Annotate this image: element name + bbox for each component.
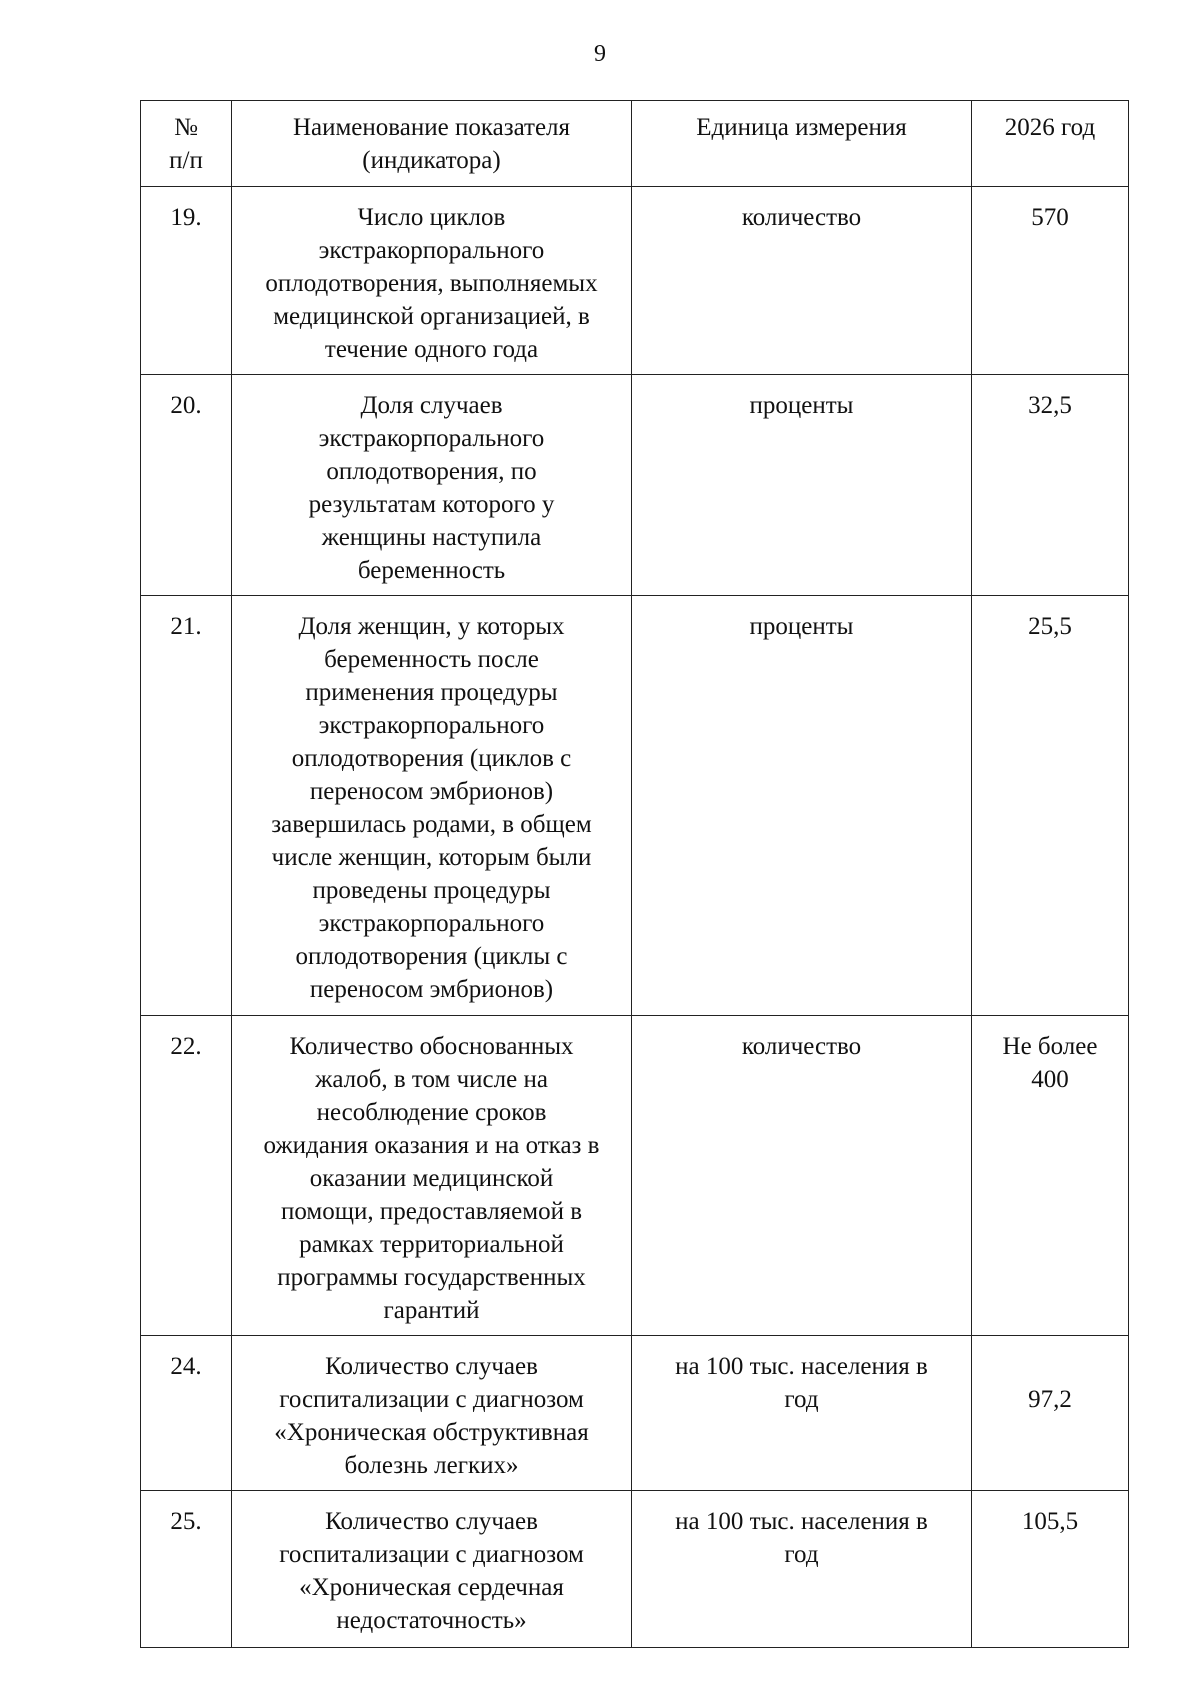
text-line: 21. bbox=[170, 613, 202, 640]
text-line: экстракорпорального bbox=[318, 910, 545, 937]
text-line: оплодотворения, по bbox=[326, 458, 537, 485]
text-line: Число циклов bbox=[357, 204, 506, 231]
table-header-row bbox=[141, 101, 1129, 187]
text-line: медицинской организацией, в bbox=[273, 303, 590, 330]
text-line: Количество случаев bbox=[325, 1353, 538, 1380]
text-line: болезнь легких» bbox=[344, 1452, 519, 1479]
unit-of-measure bbox=[632, 375, 972, 596]
text-line: 19. bbox=[170, 204, 202, 231]
text-line: Доля случаев bbox=[360, 392, 503, 419]
row-number bbox=[141, 187, 232, 375]
text-line: оказании медицинской bbox=[309, 1165, 554, 1192]
unit-of-measure bbox=[632, 1336, 972, 1491]
text-line: «Хроническая сердечная bbox=[299, 1574, 564, 1601]
text-line: программы государственных bbox=[277, 1264, 586, 1291]
text-line: Единица измерения bbox=[696, 114, 907, 141]
unit-of-measure bbox=[632, 187, 972, 375]
text-line: 25. bbox=[170, 1508, 202, 1535]
text-line: количество bbox=[741, 204, 862, 231]
text-line: течение одного года bbox=[324, 336, 539, 363]
table-row bbox=[141, 375, 1129, 596]
row-number bbox=[141, 1016, 232, 1336]
text-line: оплодотворения (циклов с bbox=[291, 745, 572, 772]
text-line: госпитализации с диагнозом bbox=[279, 1541, 584, 1568]
text-line: помощи, предоставляемой в bbox=[280, 1198, 583, 1225]
text-line: количество bbox=[741, 1033, 862, 1060]
text-line: госпитализации с диагнозом bbox=[279, 1386, 584, 1413]
indicator-name bbox=[232, 1491, 632, 1648]
text-line: год bbox=[784, 1541, 819, 1568]
text-line: экстракорпорального bbox=[318, 425, 545, 452]
text-line: беременность bbox=[357, 557, 506, 584]
text-line: 20. bbox=[170, 392, 202, 419]
text-line: рамках территориальной bbox=[299, 1231, 564, 1258]
text-line: Количество обоснованных bbox=[289, 1033, 574, 1060]
text-line: 400 bbox=[1031, 1066, 1069, 1093]
text-line: гарантий bbox=[383, 1297, 480, 1324]
text-line: переносом эмбрионов) bbox=[309, 778, 554, 805]
text-line: проценты bbox=[749, 613, 854, 640]
text-line: на 100 тыс. населения в bbox=[675, 1353, 928, 1380]
unit-of-measure bbox=[632, 1016, 972, 1336]
text-line: 22. bbox=[170, 1033, 202, 1060]
text-line: 32,5 bbox=[1028, 392, 1072, 419]
text-line: 97,2 bbox=[1028, 1386, 1072, 1413]
text-line: 24. bbox=[170, 1353, 202, 1380]
target-value bbox=[972, 1491, 1129, 1648]
text-line: № bbox=[174, 114, 198, 141]
target-value bbox=[972, 187, 1129, 375]
target-value bbox=[972, 375, 1129, 596]
text-line: числе женщин, которым были bbox=[271, 844, 592, 871]
indicators-table bbox=[140, 100, 1129, 1648]
page-number: 9 bbox=[594, 41, 606, 67]
row-number bbox=[141, 375, 232, 596]
text-line: беременность после bbox=[324, 646, 539, 673]
header-year bbox=[972, 101, 1129, 187]
text-line: жалоб, в том числе на bbox=[315, 1066, 548, 1093]
indicator-name bbox=[232, 187, 632, 375]
text-line: 570 bbox=[1031, 204, 1069, 231]
unit-of-measure bbox=[632, 1491, 972, 1648]
target-value bbox=[972, 1336, 1129, 1491]
text-line: экстракорпорального bbox=[318, 712, 545, 739]
target-value bbox=[972, 596, 1129, 1016]
row-number bbox=[141, 1491, 232, 1648]
text-line: на 100 тыс. населения в bbox=[675, 1508, 928, 1535]
indicator-name bbox=[232, 596, 632, 1016]
text-line: применения процедуры bbox=[305, 679, 558, 706]
table-row bbox=[141, 1491, 1129, 1648]
text-line: 2026 год bbox=[1004, 114, 1096, 141]
text-line: (индикатора) bbox=[362, 147, 501, 174]
text-line: 25,5 bbox=[1028, 613, 1072, 640]
text-line: завершилась родами, в общем bbox=[271, 811, 592, 838]
text-line: экстракорпорального bbox=[318, 237, 545, 264]
text-line: женщины наступила bbox=[321, 524, 542, 551]
indicator-name bbox=[232, 1336, 632, 1491]
text-line: ожидания оказания и на отказ в bbox=[263, 1132, 600, 1159]
unit-of-measure bbox=[632, 596, 972, 1016]
text-line: несоблюдение сроков bbox=[316, 1099, 547, 1126]
text-line: результатам которого у bbox=[308, 491, 555, 518]
text-line: проведены процедуры bbox=[312, 877, 551, 904]
table-row bbox=[141, 1016, 1129, 1336]
text-line: год bbox=[784, 1386, 819, 1413]
text-line: «Хроническая обструктивная bbox=[274, 1419, 589, 1446]
text-line: 105,5 bbox=[1021, 1508, 1079, 1535]
text-line: Не более bbox=[1002, 1033, 1098, 1060]
table-row bbox=[141, 1336, 1129, 1491]
table-row bbox=[141, 187, 1129, 375]
text-line: п/п bbox=[169, 147, 203, 174]
indicator-name bbox=[232, 1016, 632, 1336]
text-line: Наименование показателя bbox=[292, 114, 571, 141]
target-value bbox=[972, 1016, 1129, 1336]
header-name bbox=[232, 101, 632, 187]
text-line: Доля женщин, у которых bbox=[298, 613, 565, 640]
text-line: переносом эмбрионов) bbox=[309, 976, 554, 1003]
row-number bbox=[141, 1336, 232, 1491]
text-line: недостаточность» bbox=[336, 1607, 527, 1634]
indicator-name bbox=[232, 375, 632, 596]
header-num bbox=[141, 101, 232, 187]
text-line: Количество случаев bbox=[325, 1508, 538, 1535]
header-unit bbox=[632, 101, 972, 187]
table-row bbox=[141, 596, 1129, 1016]
text-line: проценты bbox=[749, 392, 854, 419]
text-line: оплодотворения (циклы с bbox=[295, 943, 568, 970]
row-number bbox=[141, 596, 232, 1016]
text-line: оплодотворения, выполняемых bbox=[265, 270, 598, 297]
